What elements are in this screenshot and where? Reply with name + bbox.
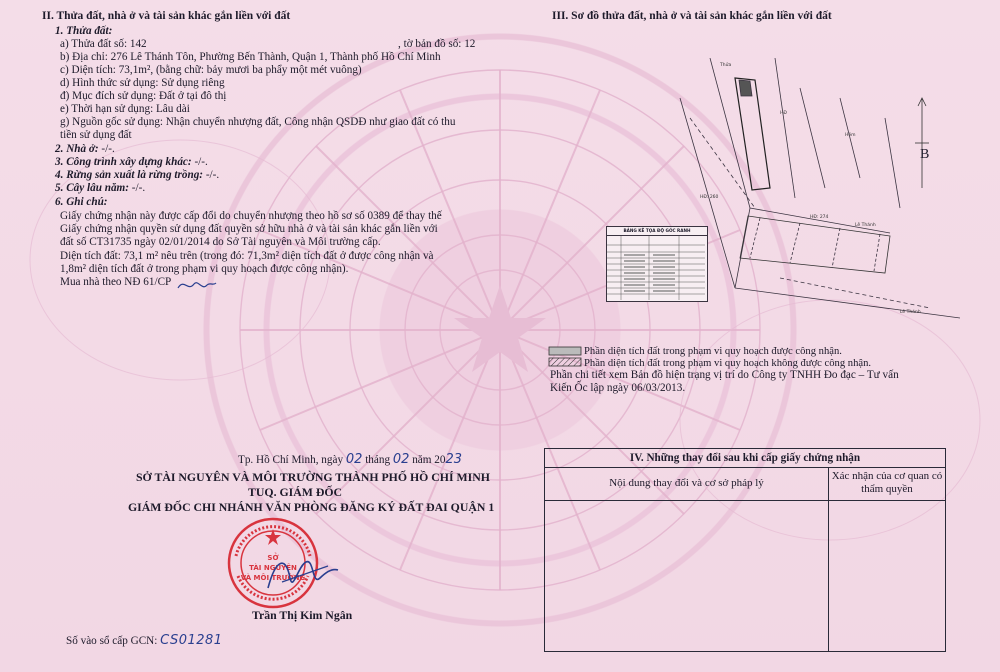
seal-line-3: VÀ MÔI TRƯỜNG [240,574,306,582]
house-row [55,143,115,157]
use-purpose: đ) Mục đích sử dụng: Đất ở tại đô thị [60,90,227,102]
svg-text:HĐ: 274: HĐ: 274 [810,215,829,220]
forest-value: -/-. [203,169,220,181]
initials-scribble [176,276,218,296]
signing-proxy: TUQ. GIÁM ĐỐC [248,485,343,499]
changes-col-content: Nội dung thay đổi và cơ sở pháp lý [609,477,764,489]
map-reference-line-1: Phần chi tiết xem Bản đồ hiện trạng vị trí do Công ty TNHH Đo đạc – Tư vấn [550,369,899,381]
place-date [238,453,462,468]
construction-row [55,156,208,170]
legend-recognized: Phần diện tích đất trong phạm vi quy hoạch được công nhận. [584,346,842,357]
land-parcel-label: 1. Thửa đất: [55,25,113,37]
section3-heading: III. Sơ đồ thửa đất, nhà ở và tài sản khác gắn liền với đất [552,10,832,22]
construction-value: -/-. [191,156,208,168]
note-line-3: đất số CT31735 ngày 02/01/2014 do Sở Tài nguyên và Môi trường cấp. [60,236,381,248]
parcel-area: c) Diện tích: 73,1m², (bằng chữ: bảy mươi ba phẩy một mét vuông) [60,64,362,76]
date-year-label: năm 20 [412,454,446,466]
signer-title: GIÁM ĐỐC CHI NHÁNH VĂN PHÒNG ĐĂNG KÝ ĐẤT ĐAI QUẬN 1 [128,500,495,514]
use-duration: e) Thời hạn sử dụng: Lâu dài [60,103,190,115]
date-month: 02 [392,452,410,467]
perennial-label: 5. Cây lâu năm: [55,182,129,194]
changes-table-header-row [545,467,945,501]
date-month-label: tháng [365,454,391,466]
svg-text:Lê Thánh: Lê Thánh [900,310,921,315]
use-form: d) Hình thức sử dụng: Sử dụng riêng [60,77,225,89]
notes-label: 6. Ghi chú: [55,196,108,208]
coordinate-table-title: BẢNG KÊ TỌA ĐỘ GÓC RANH [607,227,707,236]
svg-text:Thửa: Thửa [720,63,732,68]
seal-line-2: TÀI NGUYÊN [249,564,297,572]
note-line-4: Diện tích đất: 73,1 m² nêu trên (trong đó: 71,3m² diện tích đất ở được công nhận và [60,250,434,262]
map-reference-line-2: Kiến Ốc lập ngày 06/03/2013. [550,382,686,394]
changes-table-divider [828,467,829,651]
register-label: Số vào sổ cấp GCN: [66,635,158,647]
changes-col-confirmation: Xác nhận của cơ quan có thẩm quyền [831,470,943,495]
house-value: -/-. [98,143,115,155]
signer-name: Trần Thị Kim Ngân [252,608,353,622]
forest-label: 4. Rừng sản xuất là rừng trồng: [55,169,204,181]
note-line-1: Giấy chứng nhận này được cấp đổi do chuyển nhượng theo hồ sơ số 0389 để thay thế [60,210,442,222]
svg-text:Lê Thánh: Lê Thánh [855,223,876,228]
map-sheet-number: , tờ bản đồ số: 12 [398,38,476,50]
register-value: CS01281 [160,633,223,648]
changes-table [544,448,946,652]
legend-not-recognized: Phần diện tích đất trong phạm vi quy hoạch không được công nhận. [584,358,872,369]
legend-swatches [548,346,582,368]
note-line-2: Giấy chứng nhận quyền sử dụng đất quyền sở hữu nhà ở và tài sản khác gắn liền với [60,223,438,235]
note-line-6: Mua nhà theo NĐ 61/CP [60,276,172,288]
changes-table-heading: IV. Những thay đổi sau khi cấp giấy chứng nhận [545,449,945,468]
issuing-organization: SỞ TÀI NGUYÊN VÀ MÔI TRƯỜNG THÀNH PHỐ HỒ CHÍ MINH [136,470,490,484]
seal-line-1: SỞ [267,554,279,562]
use-origin-cont: tiền sử dụng đất [60,129,132,141]
date-year: 23 [445,452,462,467]
north-letter: B [920,147,930,162]
svg-text:HĐ: HĐ [780,111,787,116]
construction-label: 3. Công trình xây dựng khác: [55,156,192,168]
note-line-5: 1,8m² diện tích đất ở trong phạm vi quy hoạch được công nhận). [60,263,349,275]
register-number [66,634,223,649]
forest-row [55,169,219,183]
section2-heading: II. Thửa đất, nhà ở và tài sản khác gắn liền với đất [42,10,291,22]
parcel-number: a) Thửa đất số: 142 [60,38,147,50]
svg-text:HĐ: 260: HĐ: 260 [700,195,719,200]
coordinate-table [606,226,708,302]
coordinate-table-grid [607,236,705,300]
perennial-value: -/-. [128,182,146,194]
perennial-row [55,182,145,196]
place-date-prefix: Tp. Hồ Chí Minh, ngày [238,454,344,466]
handwritten-signature [262,548,342,598]
date-day: 02 [345,452,363,467]
parcel-address: b) Địa chỉ: 276 Lê Thánh Tôn, Phường Bến Thành, Quận 1, Thành phố Hồ Chí Minh [60,51,441,63]
house-label: 2. Nhà ở: [55,143,99,155]
svg-text:Hẻm: Hẻm [845,133,856,138]
use-origin: g) Nguồn gốc sử dụng: Nhận chuyển nhượng đất, Công nhận QSDĐ như giao đất có thu [60,116,456,128]
